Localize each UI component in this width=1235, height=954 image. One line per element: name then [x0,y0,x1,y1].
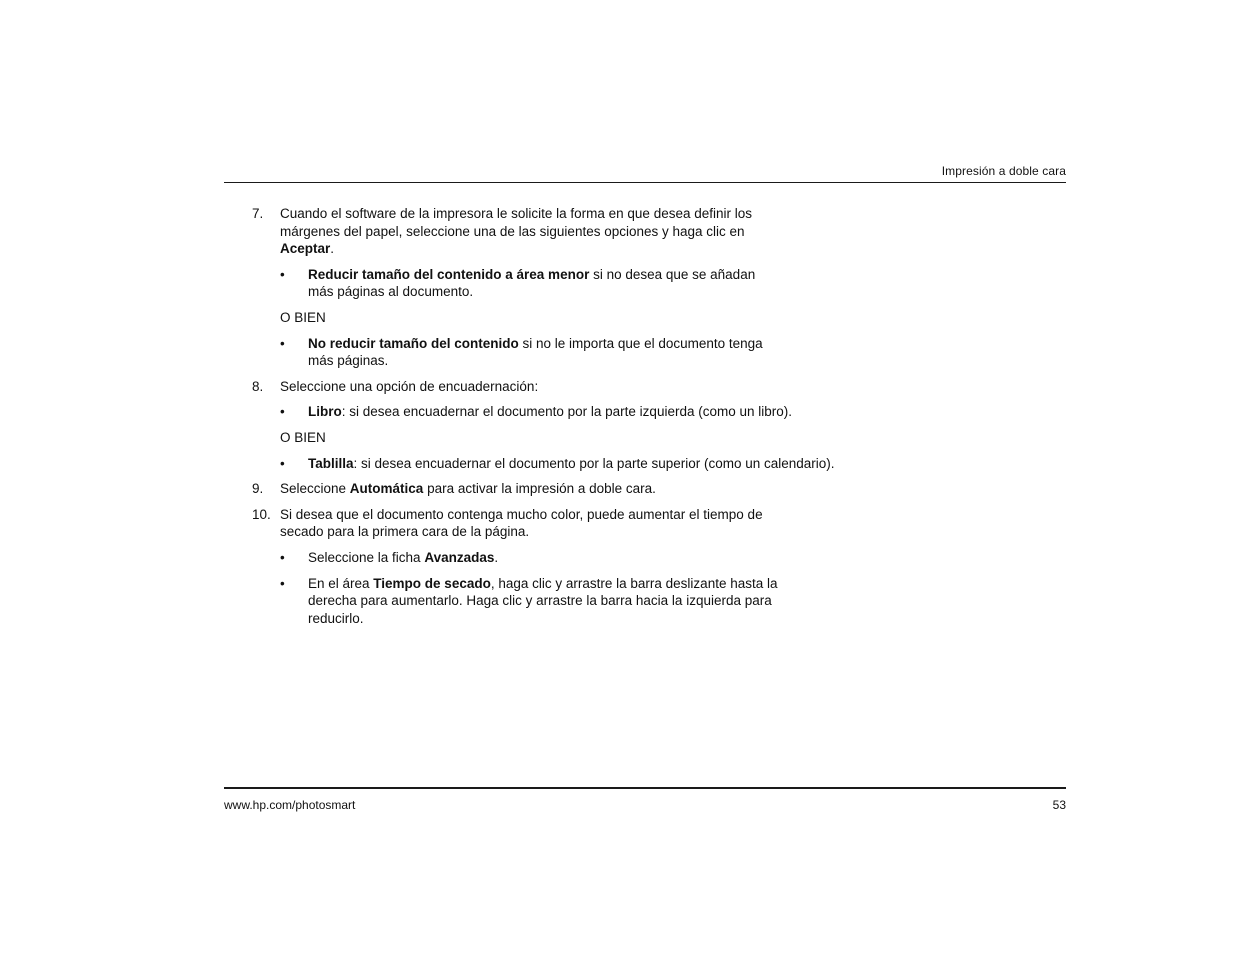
bullet-glyph: • [280,266,285,282]
bullet-glyph: • [280,575,285,591]
running-header: Impresión a doble cara [941,164,1066,178]
header-rule [224,182,1066,183]
footer-url: www.hp.com/photosmart [224,798,356,812]
step-7 [224,205,780,370]
bullet-item: • En el área Tiempo de secado, haga clic y arrastre la barra deslizante hasta la derecha para aumentarlo. Haga clic y arrastre la barra hacia la izquierda para reducirlo. [280,575,778,626]
step-10 [224,506,790,628]
bullet-item: • No reducir tamaño del contenido si no le importa que el documento tenga más páginas. [280,335,763,369]
option-label: No reducir tamaño del contenido [308,335,519,351]
step-text: Si desea que el documento contenga mucho color, puede aumentar el tiempo de secado para la primera cara de la página. [280,506,763,540]
bullet-item: • Tablilla: si desea encuadernar el documento por la parte superior (como un calendario). [280,455,835,471]
bullet-glyph: • [280,335,285,351]
or-separator: O BIEN [280,429,326,445]
automatic-label: Automática [349,481,424,497]
step-number: 9. [252,481,264,497]
area-label: Tiempo de secado [373,575,491,591]
step-8 [224,378,900,472]
bullet-item: • Libro: si desea encuadernar el documento por la parte izquierda (como un libro). [280,404,793,420]
accept-label: Aceptar [280,241,331,257]
bullet-glyph: • [280,455,285,471]
step-text: Seleccione una opción de encuadernación: [280,378,539,394]
bullet-glyph: • [280,404,285,420]
step-number: 8. [252,378,264,394]
tab-label: Avanzadas [424,549,495,565]
step-number: 7. [252,206,264,221]
instructions-body [224,205,924,635]
page-number: 53 [1052,798,1066,812]
footer-rule [224,787,1066,789]
option-label: Libro [308,404,342,420]
or-separator: O BIEN [280,309,326,325]
option-label: Reducir tamaño del contenido a área menor [308,266,590,282]
bullet-item: • Reducir tamaño del contenido a área menor si no desea que se añadan más páginas al documento. [280,266,756,300]
option-label: Tablilla [308,455,354,471]
step-number: 10. [252,506,271,522]
bullet-item: • Seleccione la ficha Avanzadas. [280,549,499,565]
step-text: Cuando el software de la impresora le solicite la forma en que desea definir los márgenes del papel, seleccione una de las siguientes opciones y haga clic en Aceptar. [280,206,753,257]
bullet-glyph: • [280,549,285,565]
step-text: Seleccione Automática para activar la impresión a doble cara. [280,481,656,497]
step-9 [224,480,880,498]
